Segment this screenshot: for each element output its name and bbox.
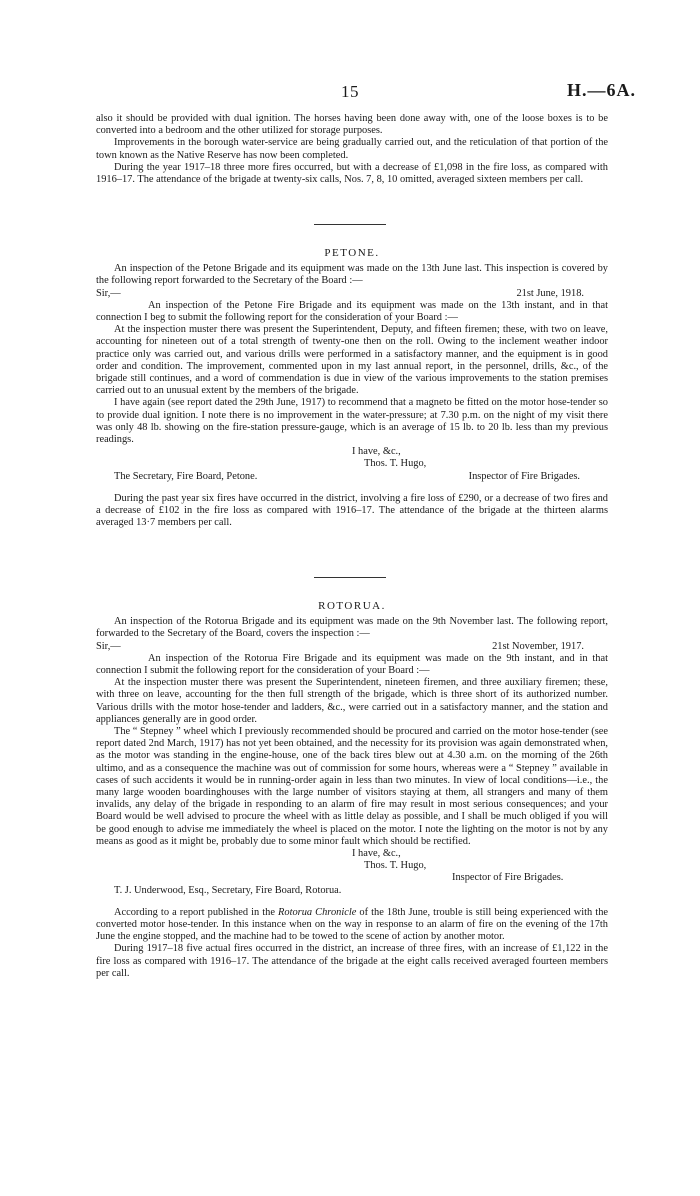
paragraph: An inspection of the Rotorua Brigade and its equipment was made on the 9th November last. The following report, forwarded to the Secretary of the Board, covers the inspection :—	[96, 616, 608, 640]
paragraph: Improvements in the borough water-service are being gradually carried out, and the reticulation of that portion of the town known as the Native Reserve has now been completed.	[96, 137, 608, 161]
intro-section	[96, 113, 608, 186]
page-number: 15	[341, 82, 359, 101]
letter-date: 21st November, 1917.	[492, 640, 584, 652]
petone-section	[96, 247, 608, 529]
newspaper-title: Rotorua Chronicle	[278, 906, 357, 918]
addressee: The Secretary, Fire Board, Petone.	[114, 470, 258, 482]
paragraph: During the past year six fires have occurred in the district, involving a fire loss of £290, or a decrease of two fires and a decrease of £102 in the fire loss as compared with 1916–17. The attendance of the brigade at the thirteen alarms averaged 13·7 members per call.	[96, 492, 608, 529]
paragraph: During the year 1917–18 three more fires occurred, but with a decrease of £1,098 in the fire loss, as compared with 1916–17. The attendance of the brigade at twenty-six calls, Nos. 7, 8, 10 omitted, averaged sixteen members per call.	[96, 161, 608, 186]
paragraph: An inspection of the Petone Brigade and its equipment was made on the 13th June last. This inspection is covered by the following report forwarded to the Secretary of the Board :—	[96, 263, 608, 287]
document-reference: H.—6A.	[567, 80, 636, 100]
paragraph: An inspection of the Petone Fire Brigade and its equipment was made on the 13th instant, and in that connection I beg to submit the following report for the consideration of your Board :—	[96, 299, 608, 324]
section-divider	[314, 224, 386, 225]
paragraph: The “ Stepney ” wheel which I previously recommended should be procured and carried on the motor hose-tender (see report dated 2nd March, 1917) has not yet been obtained, and the necessity for its provision was again demonstrated when, as the motor was standing in the engine-house, one of the back tires blew out at 4.30 a.m. on the morning of the 26th ultimo, and as a consequence the machine was out of commission for some hours, whereas were a “ Stepney ” available in cases of such accidents it would be in running-order again in less than two minutes. In view of local conditions—i.e., the many large wooden boardinghouses with the large number of visitors staying at them, all strangers and many of them invalids, any delay of the brigade in responding to an alarm of fire may result in most serious consequences; and your Board would be well advised to procure the wheel with as little delay as possible, and I shall be much obliged if you will be good enough to advise me immediately the wheel is placed on the motor. I note the lighting on the motor is not by any means as good as it might be, probably due to some minor fault which should be rectified.	[96, 726, 608, 847]
salutation-row	[96, 641, 608, 653]
paragraph: also it should be provided with dual ignition. The horses having been done away with, one of the loose boxes is to be converted into a bedroom and the other utilized for storage purposes.	[96, 113, 608, 137]
signer-title: Inspector of Fire Brigades.	[452, 872, 564, 884]
rotorua-section	[96, 600, 608, 980]
section-heading: ROTORUA.	[318, 600, 386, 612]
letter-closing: I have, &c.,	[352, 446, 401, 458]
text-run: According to a report published in the	[114, 906, 279, 918]
section-divider	[314, 577, 386, 578]
paragraph: I have again (see report dated the 29th June, 1917) to recommend that a magneto be fitted on the motor hose-tender so to provide dual ignition. I note there is no improvement in the water-pressure; at 7.30 p.m. on the night of my visit there was only 48 lb. showing on the fire-station pressure-gauge, which is an average of 15 lb. to 20 lb. less than my previous readings.	[96, 397, 608, 446]
salutation: Sir,—	[96, 640, 121, 652]
paragraph: At the inspection muster there was present the Superintendent, Deputy, and fifteen firemen; these, with two on leave, accounting for nineteen out of a total strength of twenty-one then on the roll. Owing to the inclement weather indoor practice only was carried out, and various drills were performed in a satisfactory manner, and the equipment is in good order and condition. The improvement, commented upon in my last annual report, in the personnel, drills, &c., of the brigade still continues, and a word of commendation is due in view of the various improvements to the station premises carried out to an unusual extent by the members of the brigade.	[96, 324, 608, 397]
paragraph	[96, 907, 608, 944]
section-heading: PETONE.	[324, 247, 380, 259]
paragraph: During 1917–18 five actual fires occurred in the district, an increase of three fires, with an increase of £1,122 in the fire loss as compared with 1916–17. The attendance of the brigade at the eight calls received averaged fourteen members per call.	[96, 943, 608, 979]
signature: Thos. T. Hugo,	[364, 458, 427, 470]
paragraph: An inspection of the Rotorua Fire Brigade and its equipment was made on the 9th instant, and in that connection I submit the following report for the consideration of your Board :—	[96, 652, 608, 677]
signer-title: Inspector of Fire Brigades.	[468, 470, 580, 482]
salutation: Sir,—	[96, 287, 121, 299]
signature: Thos. T. Hugo,	[364, 860, 427, 872]
signature-row	[96, 471, 608, 483]
letter-closing: I have, &c.,	[352, 848, 401, 860]
paragraph: At the inspection muster there was present the Superintendent, nineteen firemen, and three auxiliary firemen; these, with three on leave, accounting for the then full strength of the brigade, which is three short of its authorized number. Various drills with the motor hose-tender and ladders, &c., were carried out in a satisfactory manner, and the station and appliances generally are in good order.	[96, 677, 608, 725]
addressee: T. J. Underwood, Esq., Secretary, Fire Board, Rotorua.	[114, 884, 342, 896]
text-run: of the 18th June, trouble is still being experienced with the converted motor hose-tender. In this instance when on the way in response to an alarm of fire on the evening of the 17th June the engine stopped, and the machine had to be towed to the scene of action by another motor.	[96, 906, 609, 943]
salutation-row	[96, 288, 608, 300]
letter-date: 21st June, 1918.	[516, 287, 584, 299]
